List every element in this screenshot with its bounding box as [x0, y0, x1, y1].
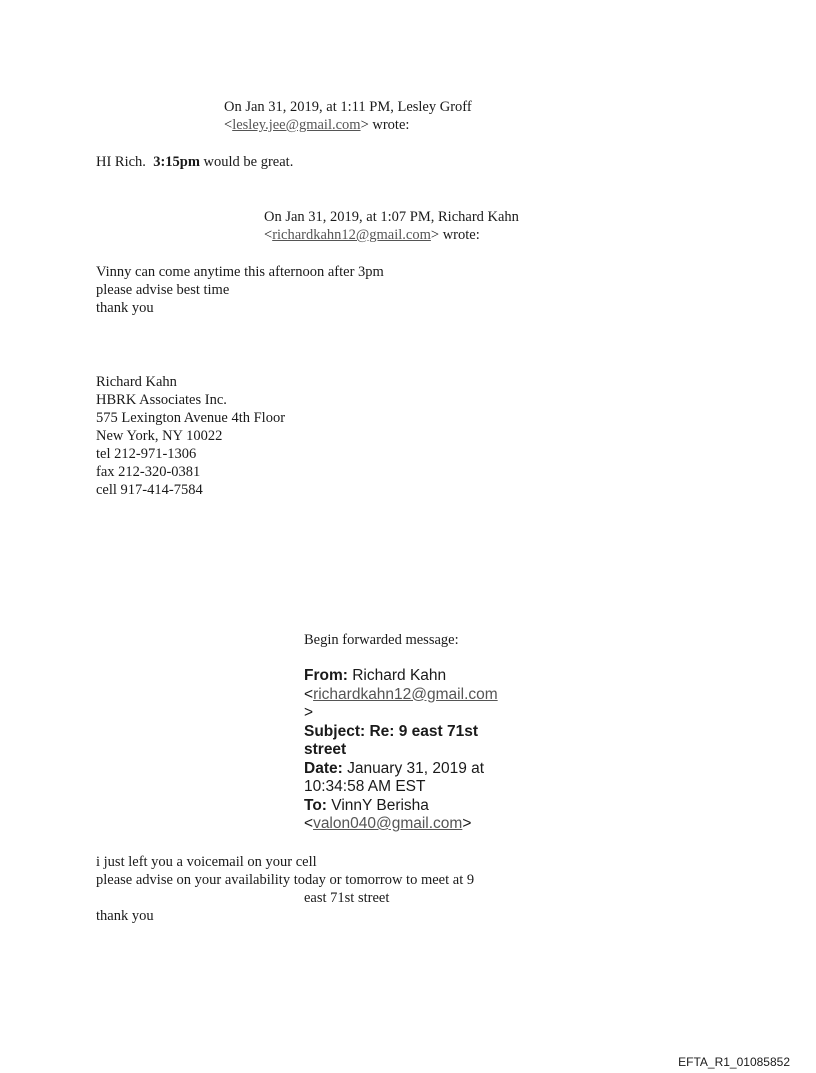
signature-line: 575 Lexington Avenue 4th Floor	[96, 410, 286, 426]
email-link[interactable]: richardkahn12@gmail.com	[313, 685, 498, 703]
to-email-line: <valon040@gmail.com>	[304, 815, 472, 832]
from-email-close: >	[304, 704, 314, 721]
date-line-2: 10:34:58 AM EST	[304, 778, 426, 795]
signature-line: cell 917-414-7584	[96, 482, 203, 498]
to-line: To: VinnY Berisha	[304, 796, 429, 814]
email-link[interactable]: valon040@gmail.com	[313, 815, 463, 832]
reply-header-email-line: <richardkahn12@gmail.com> wrote:	[264, 227, 480, 243]
body-line: thank you	[96, 908, 154, 924]
body-line: thank you	[96, 300, 154, 316]
reply-header-email-line: <lesley.jee@gmail.com> wrote:	[224, 117, 410, 133]
from-line: From: Richard Kahn	[304, 667, 447, 684]
reply-header-line: On Jan 31, 2019, at 1:07 PM, Richard Kahn	[264, 209, 519, 225]
subject-line-2: street	[304, 741, 347, 758]
from-email-line: <richardkahn12@gmail.com	[304, 685, 498, 703]
original-message-body	[96, 853, 474, 925]
reply-header-lesley	[224, 98, 472, 134]
signature-line: HBRK Associates Inc.	[96, 392, 227, 408]
reply-body-richard	[96, 263, 384, 317]
date-line: Date: January 31, 2019 at	[304, 759, 485, 777]
time-highlight: 3:15pm	[153, 154, 200, 170]
forwarded-intro: Begin forwarded message:	[304, 632, 459, 648]
subject-line: Subject: Re: 9 east 71st	[304, 722, 479, 740]
body-line: Vinny can come anytime this afternoon after 3pm	[96, 264, 384, 280]
reply-body-lesley: HI Rich. 3:15pm would be great.	[96, 154, 294, 170]
signature-line: fax 212-320-0381	[96, 464, 201, 480]
document-id: EFTA_R1_01085852	[678, 1055, 790, 1069]
email-link[interactable]: richardkahn12@gmail.com	[272, 227, 431, 243]
reply-header-line: On Jan 31, 2019, at 1:11 PM, Lesley Groff	[224, 99, 472, 115]
forwarded-header	[304, 667, 498, 834]
body-line: please advise best time	[96, 282, 230, 298]
body-line: east 71st street	[304, 890, 390, 906]
reply-header-richard	[264, 208, 519, 244]
email-signature	[96, 373, 285, 499]
body-line: please advise on your availability today or tomorrow to meet at 9	[96, 872, 475, 888]
signature-line: tel 212-971-1306	[96, 446, 197, 462]
signature-line: New York, NY 10022	[96, 428, 223, 444]
body-line: i just left you a voicemail on your cell	[96, 854, 317, 870]
email-link[interactable]: lesley.jee@gmail.com	[232, 117, 361, 133]
signature-line: Richard Kahn	[96, 374, 177, 390]
